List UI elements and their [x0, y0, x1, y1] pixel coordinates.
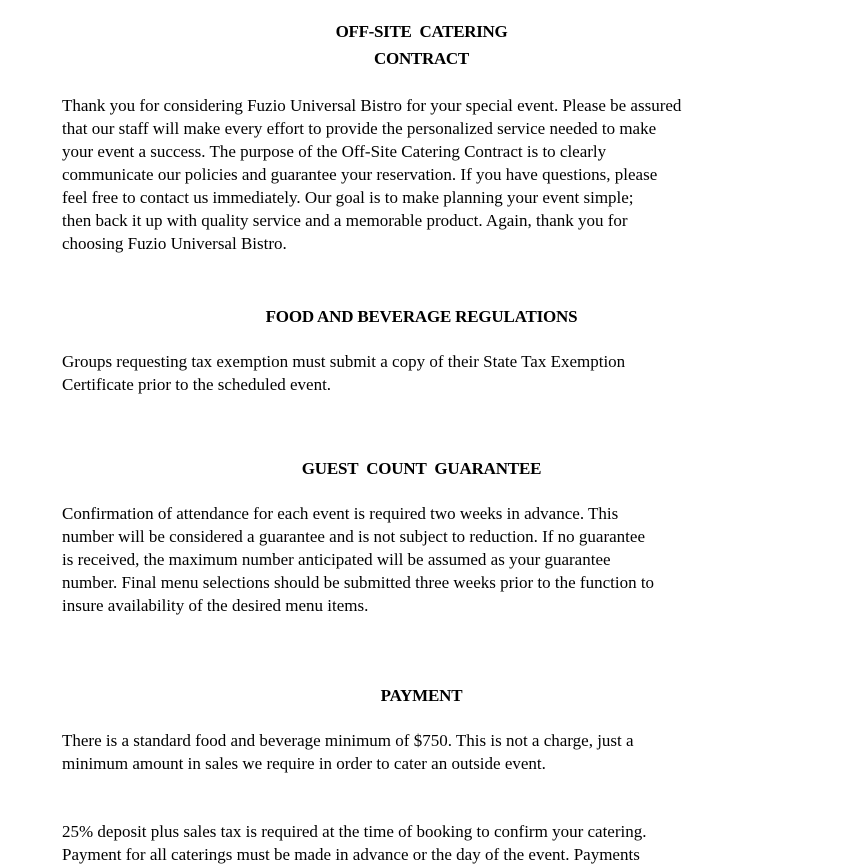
document-title-line-1: OFF-SITE CATERING	[335, 22, 508, 41]
guest-line: Confirmation of attendance for each event is required two weeks in advance. This	[62, 504, 619, 523]
intro-line: that our staff will make every effort to provide the personalized service needed to make	[62, 119, 657, 138]
intro-line: communicate our policies and guarantee your reservation. If you have questions, please	[62, 165, 658, 184]
guest-line: number. Final menu selections should be submitted three weeks prior to the function to	[62, 573, 655, 592]
guest-count-paragraph	[62, 502, 802, 617]
payment-paragraph-2	[62, 820, 802, 866]
intro-line: Thank you for considering Fuzio Universal Bistro for your special event. Please be assured	[62, 96, 682, 115]
intro-line: choosing Fuzio Universal Bistro.	[62, 234, 287, 253]
food-line: Certificate prior to the scheduled event.	[62, 375, 332, 394]
food-beverage-heading: FOOD AND BEVERAGE REGULATIONS	[265, 307, 578, 326]
guest-line: is received, the maximum number anticipated will be assumed as your guarantee	[62, 550, 611, 569]
document-title-line-2: CONTRACT	[374, 49, 469, 68]
guest-line: insure availability of the desired menu items.	[62, 596, 369, 615]
intro-line: feel free to contact us immediately. Our goal is to make planning your event simple;	[62, 188, 634, 207]
payment-line: 25% deposit plus sales tax is required at the time of booking to confirm your catering.	[62, 822, 647, 841]
food-line: Groups requesting tax exemption must submit a copy of their State Tax Exemption	[62, 352, 626, 371]
guest-line: number will be considered a guarantee and is not subject to reduction. If no guarantee	[62, 527, 645, 546]
guest-count-heading: GUEST COUNT GUARANTEE	[301, 459, 542, 478]
payment-paragraph-1	[62, 729, 802, 775]
intro-line: your event a success. The purpose of the Off-Site Catering Contract is to clearly	[62, 142, 607, 161]
payment-line: minimum amount in sales we require in order to cater an outside event.	[62, 754, 546, 773]
intro-line: then back it up with quality service and a memorable product. Again, thank you for	[62, 211, 628, 230]
payment-heading: PAYMENT	[380, 686, 463, 705]
payment-line: Payment for all caterings must be made in advance or the day of the event. Payments	[62, 845, 640, 864]
intro-paragraph	[62, 94, 802, 255]
food-beverage-paragraph	[62, 350, 802, 396]
payment-line: There is a standard food and beverage minimum of $750. This is not a charge, just a	[62, 731, 634, 750]
